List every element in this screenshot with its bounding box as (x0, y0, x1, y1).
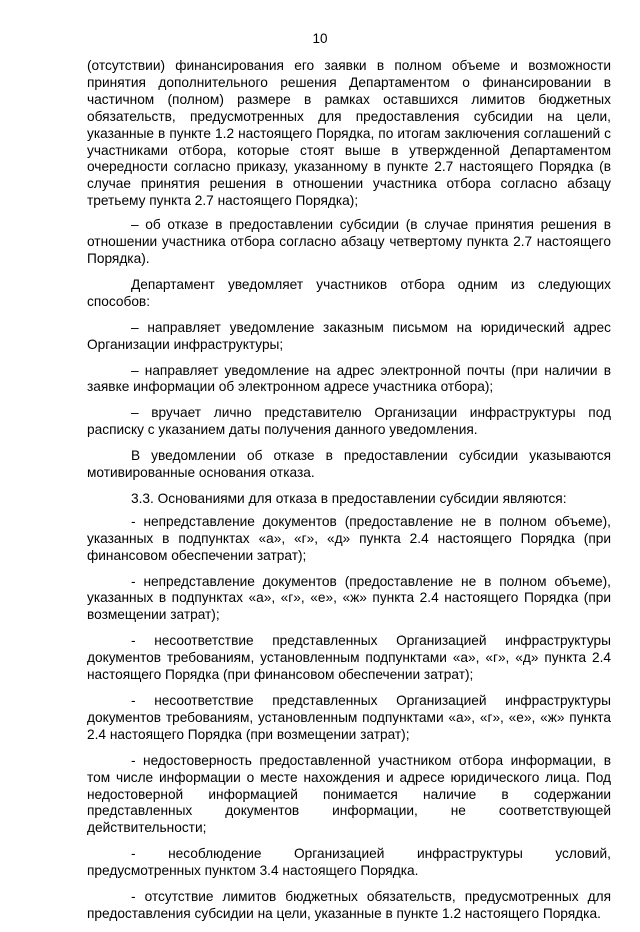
paragraph-section-3-3: 3.3. Основаниями для отказа в предоставлении субсидии являются: (131, 490, 567, 506)
paragraph-refusal-grounds-notice: В уведомлении об отказе в предоставлении субсидии указываются мотивированные основания отказа. (87, 448, 611, 481)
document-body (87, 58, 611, 932)
paragraph-ground-noncompliance-financing: - несоответствие представленных Организацией инфраструктуры документов требованиям, установленным подпунктами «а», «г», «д» пункта 2.4 настоящего Порядка (при финансовом обеспечении затрат); (87, 633, 611, 683)
paragraph-email: – направляет уведомление на адрес электронной почты (при наличии в заявке информации об электронном адресе участника отбора); (87, 362, 611, 395)
paragraph-ground-no-limits: - отсутствие лимитов бюджетных обязательств, предусмотренных для предоставления субсидии на цели, указанные в пункте 1.2 настоящего Порядка. (87, 889, 611, 921)
paragraph-registered-mail: – направляет уведомление заказным письмом на юридический адрес Организации инфраструктуры; (87, 319, 611, 352)
page-number: 10 (312, 31, 328, 46)
paragraph-ground-noncompliance-reimbursement: - несоответствие представленных Организацией инфраструктуры документов требованиям, установленным подпунктами «а», «г», «е», «ж» пункта 2.4 настоящего Порядка (при возмещении затрат); (87, 693, 611, 742)
paragraph-continuation: (отсутствии) финансирования его заявки в полном объеме и возможности принятия дополнительного решения Департаментом о финансировании в частичном (полном) размере в рамках оставшихся лимитов бюджетных обязательств, предусмотренных для предоставления субсидии на цели, указанные в пункте 1.2 настоящего Порядка, по итогам заключения соглашений с участниками отбора, которые стоят выше в утвержденной Департаментом очередности согласно приказу, указанному в пункте 2.7 настоящего Порядка (в случае принятия решения в отношении участника отбора согласно абзацу третьему пункта 2.7 настоящего Порядка); (87, 58, 611, 209)
paragraph-notification-methods: Департамент уведомляет участников отбора одним из следующих способов: (87, 276, 611, 309)
paragraph-ground-reimbursement-docs: - непредставление документов (предоставление не в полном объеме), указанных в подпунктах «а», «г», «е», «ж» пункта 2.4 настоящего Порядка (при возмещении затрат); (87, 573, 611, 623)
paragraph-refusal-decision: – об отказе в предоставлении субсидии (в случае принятия решения в отношении участника отбора согласно абзацу четвертому пункта 2.7 настоящего Порядка). (87, 217, 611, 266)
paragraph-ground-inaccurate-info: - недостоверность предоставленной участником отбора информации, в том числе информации о месте нахождения и адресе юридического лица. Под недостоверной информацией понимается наличие в содержании представленных документов информации, не соответствующей действительности; (87, 752, 611, 836)
paragraph-ground-conditions: - несоблюдение Организацией инфраструктуры условий, предусмотренных пунктом 3.4 настоящего Порядка. (87, 846, 611, 879)
paragraph-ground-financing-docs: - непредставление документов (предоставление не в полном объеме), указанных в подпунктах «а», «г», «д» пункта 2.4 настоящего Порядка (при финансовом обеспечении затрат); (87, 513, 611, 563)
paragraph-personal-delivery: – вручает лично представителю Организации инфраструктуры под расписку с указанием даты получения данного уведомления. (87, 405, 611, 438)
